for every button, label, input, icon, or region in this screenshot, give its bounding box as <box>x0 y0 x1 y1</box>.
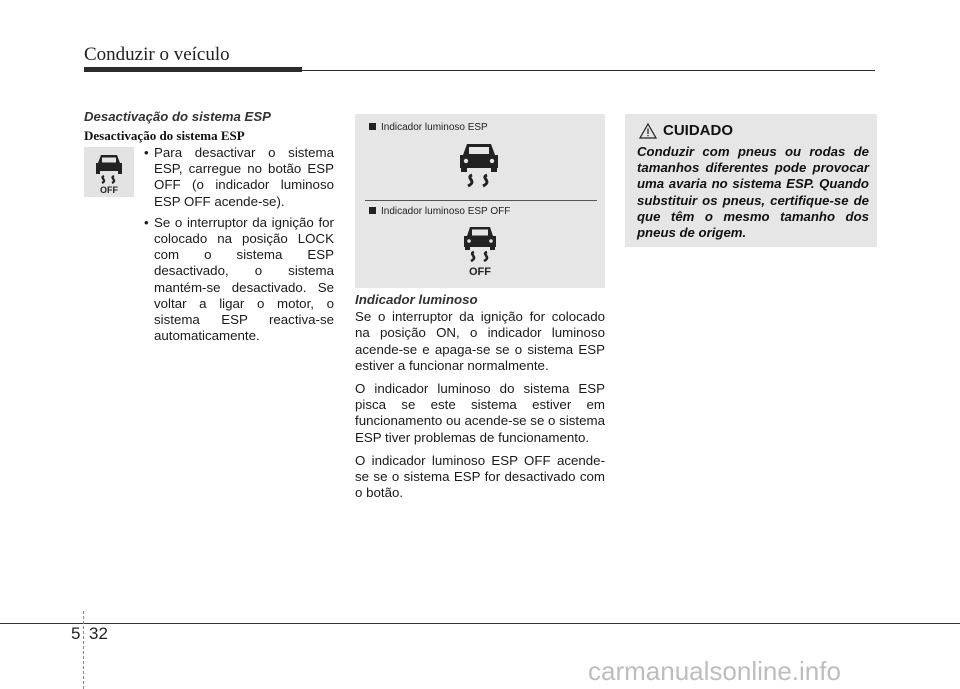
header-rule-thin <box>302 70 875 71</box>
caution-text: Conduzir com pneus ou rodas de tamanhos diferentes pode provocar uma avaria no sistema ESP. Quando substituir os pneus, certifique-se de que têm o mesmo tamanho dos pneus de origem. <box>637 144 869 241</box>
esp-off-icon <box>84 147 134 197</box>
esp-off-indicator-label-text: Indicador luminoso ESP OFF <box>381 206 511 217</box>
watermark: carmanualsonline.info <box>588 656 841 686</box>
caution-header <box>639 122 733 139</box>
esp-off-indicator-label <box>369 206 510 217</box>
esp-indicator-label <box>369 122 488 133</box>
paragraph: O indicador luminoso do sistema ESP pisca se este sistema estiver em funcionamento ou acende-se se o sistema ESP tiver problemas de funcionamento. <box>355 381 605 445</box>
esp-off-indicator-box <box>84 147 134 197</box>
paragraph: Se o interruptor da ignição for colocado na posição ON, o indicador luminoso acende-se e apaga-se se o sistema ESP estiver a funcionar normalmente. <box>355 309 605 373</box>
esp-indicator-label-text: Indicador luminoso ESP <box>381 122 488 133</box>
footer-divider <box>83 611 85 689</box>
square-bullet-icon <box>369 207 376 214</box>
caution-title: CUIDADO <box>663 122 733 139</box>
esp-indicator-icon <box>455 140 503 192</box>
section-heading-italic: Desactivação do sistema ESP <box>84 109 271 124</box>
square-bullet-icon <box>369 123 376 130</box>
footer-rule <box>0 623 960 624</box>
paragraph: O indicador luminoso ESP OFF acende-se se o sistema ESP for desactivado com o botão. <box>355 452 605 501</box>
panel-divider <box>365 200 597 201</box>
list-item: • Para desactivar o sistema ESP, carregue no botão ESP OFF (o indicador luminoso ESP OFF acende-se). <box>142 145 334 210</box>
warning-triangle-icon <box>639 123 657 139</box>
bullet-list <box>142 145 334 349</box>
indicator-panel <box>355 114 605 288</box>
page-header-title: Conduzir o veículo <box>84 44 230 65</box>
esp-off-indicator-icon <box>459 224 501 278</box>
indicator-subheading: Indicador luminoso <box>355 292 478 307</box>
header-rule-thick <box>84 67 302 72</box>
section-heading-bold: Desactivação do sistema ESP <box>84 128 245 143</box>
column-2 <box>355 292 605 508</box>
chapter-number: 5 <box>71 624 81 643</box>
page-number: 32 <box>89 624 108 643</box>
caution-box <box>625 114 877 247</box>
list-item: • Se o interruptor da ignição for colocado na posição LOCK com o sistema ESP desactivado, o sistema mantém-se desactivado. Se voltar a ligar o motor, o sistema ESP reactiva-se automaticamente. <box>142 215 334 345</box>
column-1 <box>84 109 336 148</box>
esp-off-icon-label: OFF <box>100 185 118 195</box>
esp-off-indicator-icon-label: OFF <box>469 266 491 278</box>
